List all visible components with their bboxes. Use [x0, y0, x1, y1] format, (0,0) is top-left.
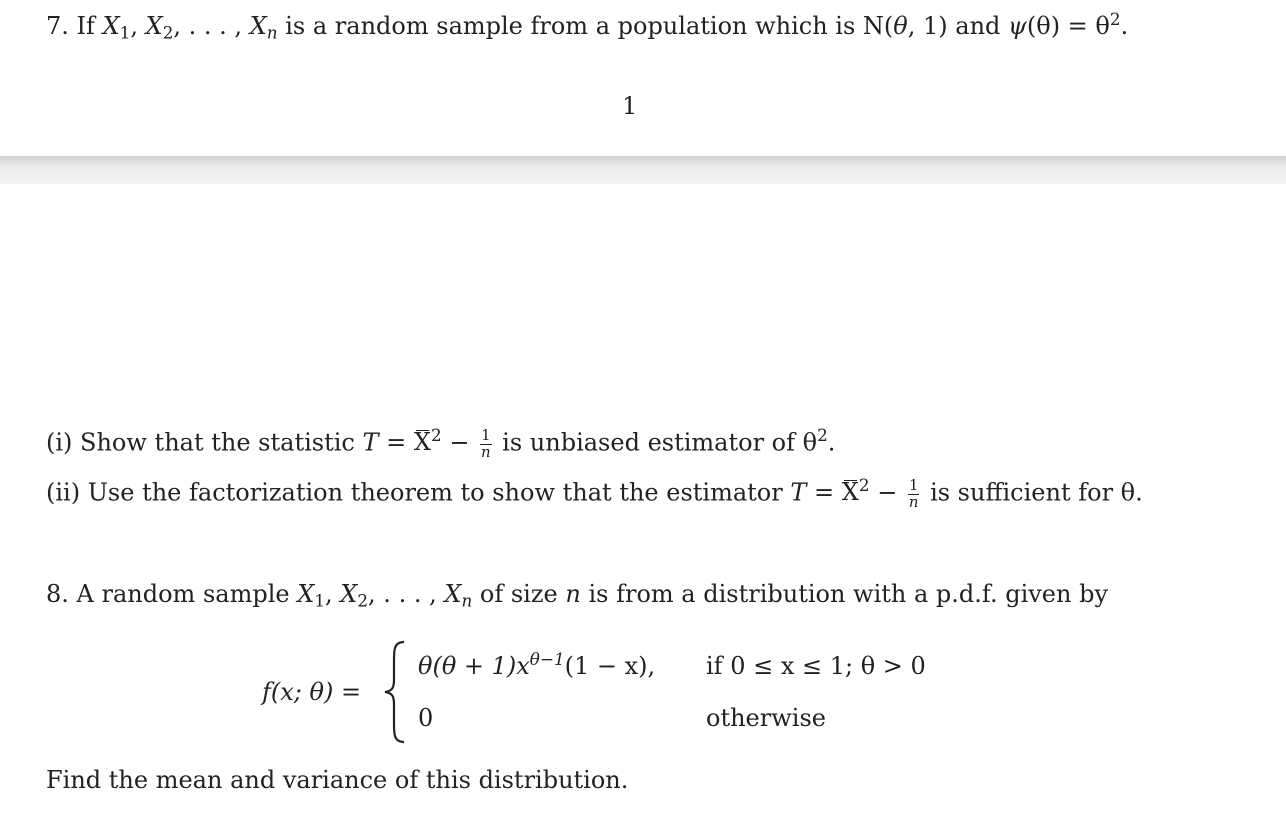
part-i-minus: − [449, 428, 470, 457]
q7-theta: θ [893, 12, 908, 40]
q8-x1: X [297, 580, 315, 608]
part-i-exp: 2 [430, 425, 442, 446]
q8-n: n [565, 580, 581, 608]
left-brace-icon [380, 640, 410, 744]
part-i-eq: = [386, 428, 407, 457]
q7-x1: X [102, 12, 120, 40]
part-ii-T: T [790, 478, 807, 507]
part-ii-frac-num: 1 [908, 476, 919, 494]
part-i-label: (i) Show that the statistic [46, 428, 355, 457]
part-i-xbar: X [413, 428, 431, 457]
case1-expr-b: (1 − x), [564, 652, 656, 680]
part-i-frac-den: n [481, 442, 491, 461]
pdf-case2-expression: 0 [418, 704, 434, 732]
q8-number: 8. [46, 580, 69, 608]
pdf-case1-expression [418, 648, 656, 680]
page-number: 1 [622, 92, 638, 120]
q7-x1-sub: 1 [119, 22, 131, 43]
part-i-frac-num: 1 [481, 426, 491, 444]
pdf-case1-condition: if 0 ≤ x ≤ 1; θ > 0 [706, 652, 926, 680]
part-ii-exp: 2 [858, 475, 870, 496]
page-divider [0, 156, 1286, 184]
part-ii-xbar: X [841, 478, 859, 507]
q7-statement: 7. If $X_1$, $X_2$, . . . , $X_n$ is a random sample from a population which is N(θ, 1) and $\psi(\theta) = \theta^2$. [46, 8, 1129, 43]
part-ii-rest: is sufficient for θ. [930, 478, 1143, 507]
part-ii-label: (ii) Use the factorization theorem to show that the estimator [46, 478, 783, 507]
q7-part-i [46, 425, 836, 461]
q8-x1-sub: 1 [314, 590, 325, 611]
q7-dots: , . . . , [173, 12, 243, 40]
q7-x2-sub: 2 [162, 22, 174, 43]
q8-x2-sub: 2 [357, 590, 369, 611]
q8-xn: X [444, 580, 462, 608]
q8-rest: is from a distribution with a p.d.f. given by [588, 580, 1109, 608]
part-i-fraction [480, 428, 491, 460]
case1-expr-a: θ(θ + 1)x [418, 652, 530, 680]
q8-x2: X [340, 580, 358, 608]
part-ii-frac-den: n [908, 492, 919, 511]
q8-prefix: A random sample [76, 580, 290, 608]
q8-xn-sub: n [461, 590, 473, 611]
part-ii-fraction [908, 478, 919, 510]
q7-end: . [1120, 12, 1129, 40]
q8-mid: of size [479, 580, 558, 608]
case1-exp: θ−1 [529, 648, 565, 669]
q8-statement: 8. A random sample $X_1$, $X_2$, . . . , $X_n$ of size n is from a distribution with a p.d.f. given by [46, 580, 1109, 611]
part-i-end: . [827, 428, 836, 457]
q7-part-ii [46, 475, 1143, 511]
q7-mid: is a random sample from a population which is N( [285, 12, 894, 40]
q7-number: 7. [46, 12, 69, 40]
q7-x2: X [145, 12, 163, 40]
q7-psi-exp: 2 [1109, 8, 1121, 29]
part-i-rest-exp: 2 [817, 425, 828, 446]
part-ii-minus: − [877, 478, 898, 507]
q8-dots: , . . . , [368, 580, 437, 608]
q7-psi: ψ [1008, 12, 1027, 40]
q7-mid2: , 1) and [907, 12, 1001, 40]
q7-psi-arg: (θ) = θ [1026, 12, 1110, 40]
part-i-rest: is unbiased estimator of θ [502, 428, 818, 457]
q8-final-instruction: Find the mean and variance of this distribution. [46, 766, 629, 794]
pdf-case2-condition: otherwise [706, 704, 826, 732]
part-ii-eq: = [814, 478, 835, 507]
q7-prefix: If [76, 12, 95, 40]
pdf-lhs: f(x; θ) = [262, 678, 362, 706]
part-i-T: T [362, 428, 379, 457]
q7-xn-sub: n [266, 22, 278, 43]
q7-xn: X [249, 12, 267, 40]
